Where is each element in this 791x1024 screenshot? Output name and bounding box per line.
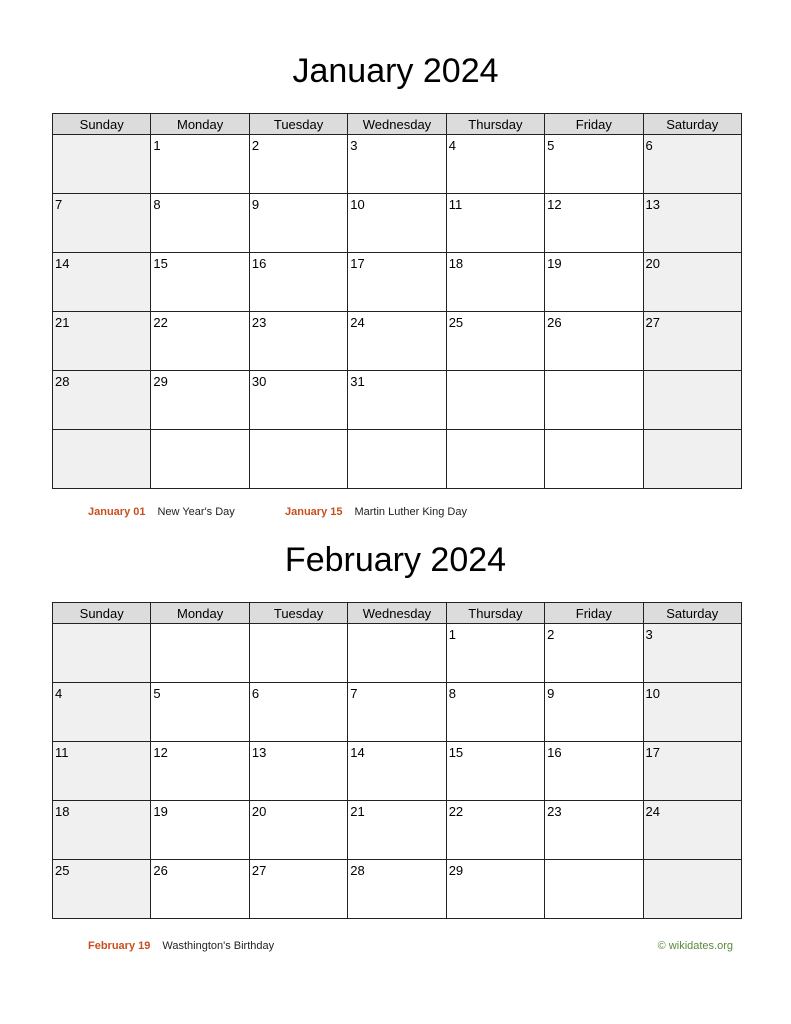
day-cell (249, 742, 347, 801)
weekday-header: Tuesday (249, 603, 347, 624)
day-cell (643, 624, 741, 683)
day-number: 21 (55, 315, 70, 330)
day-cell (151, 801, 249, 860)
day-cell (249, 135, 347, 194)
day-number: 27 (645, 315, 660, 330)
day-cell (53, 683, 151, 742)
day-number: 13 (645, 197, 660, 212)
day-cell (545, 683, 643, 742)
day-cell (53, 430, 151, 489)
day-number: 11 (448, 197, 463, 212)
week-row (53, 683, 742, 742)
day-number: 10 (645, 686, 660, 701)
day-cell (545, 624, 643, 683)
day-number: 28 (55, 374, 70, 389)
week-row (53, 371, 742, 430)
holiday-date: January 15 (285, 506, 343, 518)
day-number: 1 (153, 138, 161, 153)
day-cell (151, 742, 249, 801)
week-row (53, 253, 742, 312)
day-cell (348, 742, 446, 801)
day-number: 11 (55, 745, 69, 760)
day-cell (348, 624, 446, 683)
day-number (545, 430, 642, 433)
day-cell (151, 194, 249, 253)
day-number: 24 (645, 804, 660, 819)
day-number: 17 (645, 745, 660, 760)
day-number (53, 135, 150, 138)
day-cell (249, 253, 347, 312)
day-cell (446, 371, 544, 430)
day-number: 15 (153, 256, 168, 271)
day-cell (446, 312, 544, 371)
weekday-header: Sunday (53, 603, 151, 624)
day-number: 7 (55, 197, 63, 212)
day-cell (348, 860, 446, 919)
day-cell (53, 194, 151, 253)
day-number: 8 (448, 686, 456, 701)
day-cell (151, 253, 249, 312)
weekday-header: Monday (151, 114, 249, 135)
day-cell (249, 430, 347, 489)
day-number (53, 624, 150, 627)
day-cell (249, 624, 347, 683)
day-cell (53, 801, 151, 860)
day-number: 29 (153, 374, 168, 389)
day-number: 22 (153, 315, 168, 330)
day-number: 30 (251, 374, 267, 389)
day-cell (446, 624, 544, 683)
day-cell (151, 683, 249, 742)
weekday-header: Sunday (53, 114, 151, 135)
day-cell (643, 253, 741, 312)
day-cell (545, 135, 643, 194)
holiday-name: Wasthington's Birthday (162, 940, 275, 952)
weekday-header: Monday (151, 603, 249, 624)
day-number: 10 (350, 197, 365, 212)
day-number: 27 (251, 863, 267, 878)
day-number: 5 (153, 686, 161, 701)
day-number: 9 (251, 197, 260, 212)
day-number: 8 (153, 197, 161, 212)
day-number (250, 430, 347, 433)
day-cell (53, 860, 151, 919)
holiday-date: February 19 (88, 940, 151, 952)
day-number: 16 (547, 745, 562, 760)
day-cell (53, 371, 151, 430)
day-number: 20 (645, 256, 660, 271)
day-cell (643, 312, 741, 371)
weekday-header: Friday (545, 114, 643, 135)
day-cell (446, 683, 544, 742)
day-number (644, 430, 741, 433)
day-number: 2 (547, 627, 555, 642)
day-number: 6 (251, 686, 260, 701)
day-number: 4 (448, 138, 456, 153)
day-cell (643, 135, 741, 194)
day-number: 5 (547, 138, 555, 153)
day-cell (545, 430, 643, 489)
day-cell (249, 194, 347, 253)
day-number: 9 (547, 686, 555, 701)
day-cell (545, 371, 643, 430)
week-row (53, 860, 742, 919)
holiday-item (88, 940, 274, 952)
day-cell (348, 801, 446, 860)
day-number: 12 (547, 197, 562, 212)
day-number: 17 (350, 256, 365, 271)
day-cell (53, 312, 151, 371)
day-cell (545, 860, 643, 919)
day-cell (348, 371, 446, 430)
day-number: 13 (251, 745, 267, 760)
day-cell (249, 801, 347, 860)
day-number: 23 (547, 804, 562, 819)
day-cell (348, 194, 446, 253)
day-number: 22 (448, 804, 464, 819)
day-cell (446, 860, 544, 919)
day-cell (53, 624, 151, 683)
day-number: 19 (547, 256, 562, 271)
week-row (53, 430, 742, 489)
week-row (53, 135, 742, 194)
month-title-january: January 2024 (292, 52, 499, 90)
calendar-grid-january (52, 113, 742, 489)
day-cell (545, 312, 643, 371)
day-number (545, 860, 642, 863)
day-number: 24 (350, 315, 365, 330)
day-cell (151, 430, 249, 489)
day-number: 20 (251, 804, 267, 819)
holiday-name: New Year's Day (157, 506, 235, 518)
day-number: 4 (55, 686, 63, 701)
weekday-header-row (53, 114, 742, 135)
day-cell (446, 135, 544, 194)
day-number: 25 (55, 863, 70, 878)
day-cell (643, 742, 741, 801)
day-number: 1 (448, 627, 456, 642)
day-number: 19 (153, 804, 168, 819)
day-number: 12 (153, 745, 168, 760)
weekday-header: Wednesday (348, 603, 446, 624)
day-number: 18 (448, 256, 464, 271)
day-number (250, 624, 347, 627)
day-cell (151, 860, 249, 919)
day-number: 7 (350, 686, 358, 701)
month-title-february: February 2024 (284, 541, 507, 579)
day-number (447, 371, 544, 374)
day-number: 15 (448, 745, 464, 760)
weekday-header: Wednesday (348, 114, 446, 135)
day-cell (643, 194, 741, 253)
weekday-header: Saturday (643, 603, 741, 624)
weekday-header: Friday (545, 603, 643, 624)
credit-text: © wikidates.org (657, 940, 733, 952)
day-cell (151, 371, 249, 430)
day-number: 18 (55, 804, 70, 819)
day-number: 23 (251, 315, 267, 330)
day-cell (348, 430, 446, 489)
day-number: 29 (448, 863, 464, 878)
day-cell (446, 430, 544, 489)
day-cell (545, 801, 643, 860)
week-row (53, 194, 742, 253)
day-number: 3 (350, 138, 358, 153)
week-row (53, 312, 742, 371)
day-number: 26 (547, 315, 562, 330)
day-number (545, 371, 642, 374)
day-number (447, 430, 544, 433)
day-cell (643, 801, 741, 860)
day-cell (545, 194, 643, 253)
weekday-header: Thursday (446, 114, 544, 135)
day-number: 26 (153, 863, 168, 878)
day-number (151, 430, 248, 433)
day-number (348, 624, 445, 627)
holiday-date: January 01 (88, 506, 146, 518)
day-cell (348, 135, 446, 194)
day-number (644, 860, 741, 863)
day-cell (348, 312, 446, 371)
day-number: 2 (251, 138, 260, 153)
day-cell (643, 371, 741, 430)
day-cell (348, 253, 446, 312)
day-cell (249, 860, 347, 919)
weekday-header: Saturday (643, 114, 741, 135)
day-cell (446, 801, 544, 860)
day-number: 28 (350, 863, 365, 878)
day-cell (545, 742, 643, 801)
day-cell (249, 683, 347, 742)
day-number: 31 (350, 374, 365, 389)
day-cell (151, 135, 249, 194)
day-cell (446, 194, 544, 253)
day-cell (53, 742, 151, 801)
weekday-header: Tuesday (249, 114, 347, 135)
day-number (151, 624, 248, 627)
day-number: 6 (645, 138, 653, 153)
week-row (53, 624, 742, 683)
weekday-header: Thursday (446, 603, 544, 624)
day-number: 14 (350, 745, 365, 760)
week-row (53, 742, 742, 801)
day-cell (643, 430, 741, 489)
day-cell (348, 683, 446, 742)
weekday-header-row (53, 603, 742, 624)
day-number (644, 371, 741, 374)
day-number (53, 430, 150, 433)
week-row (53, 801, 742, 860)
day-cell (545, 253, 643, 312)
day-cell (446, 742, 544, 801)
day-cell (249, 312, 347, 371)
day-cell (446, 253, 544, 312)
day-number: 14 (55, 256, 70, 271)
day-number (348, 430, 445, 433)
day-cell (151, 624, 249, 683)
day-cell (53, 135, 151, 194)
holiday-item (88, 506, 235, 518)
day-cell (151, 312, 249, 371)
holiday-item (285, 506, 467, 518)
day-cell (249, 371, 347, 430)
calendar-grid-february (52, 602, 742, 919)
day-cell (643, 683, 741, 742)
day-number: 25 (448, 315, 464, 330)
holiday-name: Martin Luther King Day (354, 506, 467, 518)
day-number: 3 (645, 627, 653, 642)
day-number: 16 (251, 256, 267, 271)
day-cell (643, 860, 741, 919)
day-number: 21 (350, 804, 365, 819)
day-cell (53, 253, 151, 312)
